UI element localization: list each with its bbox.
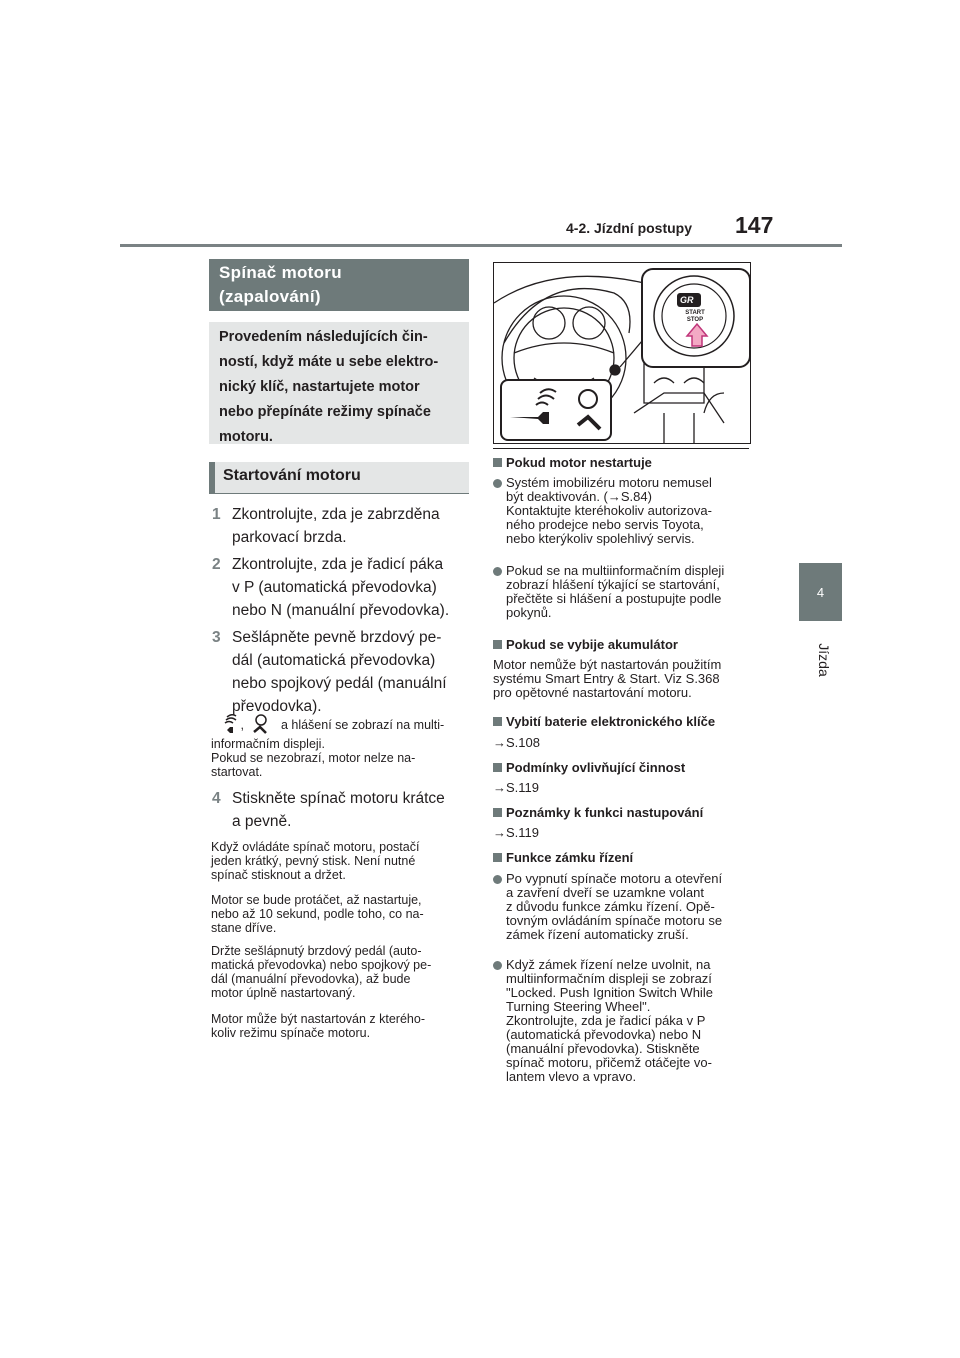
step-3 (212, 626, 470, 718)
paragraph (493, 658, 749, 700)
bullet-line: Turning Steering Wheel". (506, 999, 651, 1014)
heading-text: Pokud se vybije akumulátor (506, 637, 678, 652)
step-line: nebo spojkový pedál (manuální (232, 675, 447, 692)
step-line: v P (automatická převodovka) (232, 579, 437, 596)
start-label: START (685, 310, 705, 316)
bullet-item (493, 564, 749, 620)
header-rule (120, 244, 842, 247)
square-marker (493, 763, 502, 772)
step-number: 4 (212, 790, 221, 807)
paragraph-line: spínač stisknout a držet. (211, 868, 346, 882)
gr-logo: GR (680, 295, 694, 305)
intro-line: nebo přepínáte režimy spínače (219, 404, 431, 420)
bullet-line: Po vypnutí spínače motoru a otevření (506, 871, 723, 886)
step-1 (212, 503, 470, 549)
page-reference-link[interactable]: →S.108 (493, 735, 540, 750)
heading-text: Poznámky k funkci nastupování (506, 805, 704, 820)
paragraph-line: koliv režimu spínače motoru. (211, 1026, 371, 1040)
indicator-callout (500, 379, 612, 441)
paragraph-line: motor úplně nastartovaný. (211, 986, 356, 1000)
button-zoom-callout (641, 268, 751, 368)
intro-box (209, 322, 469, 444)
square-marker (493, 853, 502, 862)
heading-text: Funkce zámku řízení (506, 850, 634, 865)
indicator-note (211, 714, 471, 779)
heading-entry-notes (493, 805, 703, 820)
paragraph (211, 1012, 473, 1040)
square-marker (493, 808, 502, 817)
paragraph-line: Motor se bude protáčet, až nastartuje, (211, 893, 422, 907)
bullet-line: lantem vlevo a vpravo. (506, 1069, 637, 1084)
bullet-line: zobrazí hlášení týkající se startování, (506, 577, 720, 592)
bullet-line: Pokud se na multiinformačním displeji (506, 563, 725, 578)
start-stop-label[interactable] (681, 310, 709, 324)
step-line: Sešlápněte pevně brzdový pe- (232, 629, 442, 646)
paragraph-line: stane dříve. (211, 921, 277, 935)
paragraph-line[interactable]: systému Smart Entry & Start. Viz S.368 (493, 671, 720, 686)
chapter-number: 4 (816, 584, 825, 600)
paragraph (211, 840, 473, 882)
bullet-dot (493, 958, 506, 1084)
bullet-line: a zavření dveří se uzamkne volant (506, 885, 704, 900)
step-number: 3 (212, 629, 221, 646)
step-number: 2 (212, 556, 221, 573)
chapter-title: Jízda (816, 643, 832, 677)
key-indicator-icon (211, 714, 237, 737)
step-line: Zkontrolujte, zda je řadicí páka (232, 556, 444, 573)
paragraph-line: Když ovládáte spínač motoru, postačí (211, 840, 420, 854)
bullet-line: multiinformačním displeji se zobrazí (506, 971, 712, 986)
section-heading-line-2: (zapalování) (219, 287, 321, 306)
bullet-line: tovným ovládáním spínače motoru se (506, 913, 723, 928)
step-2 (212, 553, 470, 622)
step-line: parkovací brzda. (232, 529, 347, 546)
bullet-line[interactable]: být deaktivován. (→S.84) (506, 489, 652, 504)
page-reference-link[interactable]: →S.119 (493, 825, 540, 840)
heading-battery (493, 637, 678, 652)
section-heading-box (209, 259, 469, 311)
step-line: a pevně. (232, 813, 292, 830)
subsection-title: Startování motoru (209, 462, 469, 494)
section-heading-line-1: Spínač motoru (219, 263, 342, 282)
square-marker (493, 458, 502, 467)
paragraph-line: pro opětovné nastartování motoru. (493, 685, 692, 700)
bullet-line: z důvodu funkce zámku řízení. Opě- (506, 899, 715, 914)
bullet-item (493, 872, 749, 942)
section-title: 4-2. Jízdní postupy (566, 220, 693, 236)
heading-key-battery (493, 714, 715, 729)
bullet-line: ného prodejce nebo servis Toyota, (506, 517, 704, 532)
bullet-line: "Locked. Push Ignition Switch While (506, 985, 713, 1000)
page-number: 147 (735, 212, 774, 238)
intro-line: Provedením následujících čin- (219, 329, 428, 345)
step-line: Zkontrolujte, zda je zabrzděna (232, 506, 440, 523)
intro-line: ností, když máte u sebe elektro- (219, 354, 439, 370)
square-marker (493, 640, 502, 649)
dashboard-illustration (493, 262, 751, 444)
chapter-tab[interactable] (799, 563, 842, 621)
bullet-line: (manuální převodovka). Stiskněte (506, 1041, 700, 1056)
bullet-dot (493, 872, 506, 942)
step-line: převodovka). (232, 698, 322, 715)
bullet-dot (493, 564, 506, 620)
step-line: dál (automatická převodovka) (232, 652, 436, 669)
bullet-line: přečtěte si hlášení a postupujte podle (506, 591, 722, 606)
note-line: informačním displeji. (211, 737, 325, 751)
intro-line: nický klíč, nastartujete motor (219, 379, 420, 395)
paragraph-line: matická převodovka) nebo spojkový pe- (211, 958, 432, 972)
paragraph-line: Motor nemůže být nastartován použitím (493, 657, 722, 672)
note-line: Pokud se nezobrazí, motor nelze na- (211, 751, 416, 765)
heading-conditions (493, 760, 685, 775)
bullet-line: zámek řízení automaticky zruší. (506, 927, 689, 942)
paragraph-line: Motor může být nastartován z kterého- (211, 1012, 425, 1026)
step-line: Stiskněte spínač motoru krátce (232, 790, 445, 807)
paragraph-line: nebo až 10 sekund, podle toho, co na- (211, 907, 424, 921)
bullet-line: Když zámek řízení nelze uvolnit, na (506, 957, 711, 972)
bullet-line: Zkontrolujte, zda je řadicí páka v P (506, 1013, 706, 1028)
page-reference-link[interactable]: →S.119 (493, 780, 540, 795)
illustration-rule (493, 448, 749, 449)
stop-label: STOP (686, 317, 704, 323)
bullet-line: spínač motoru, přičemž otáčejte vo- (506, 1055, 712, 1070)
paragraph (211, 944, 473, 1000)
paragraph (211, 893, 473, 935)
bullet-line: Systém imobilizéru motoru nemusel (506, 475, 712, 490)
heading-steering-lock (493, 850, 633, 865)
bullet-line: nebo kterýkoliv spolehlivý servis. (506, 531, 695, 546)
bullet-item (493, 958, 749, 1084)
brake-indicator-icon (251, 714, 271, 737)
heading-text: Pokud motor nestartuje (506, 455, 652, 470)
step-number: 1 (212, 506, 221, 523)
paragraph-line: Držte sešlápnutý brzdový pedál (auto- (211, 944, 422, 958)
intro-line: motoru. (219, 429, 273, 445)
note-line: a hlášení se zobrazí na multi- (280, 717, 445, 732)
paragraph-line: jeden krátký, pevný stisk. Není nutné (211, 854, 416, 868)
bullet-line: Kontaktujte kteréhokoliv autorizova- (506, 503, 712, 518)
bullet-line: pokynů. (506, 605, 552, 620)
heading-engine-not-starting (493, 455, 652, 470)
step-line: nebo N (manuální převodovka). (232, 602, 450, 619)
comma: , (240, 717, 244, 732)
note-line: startovat. (211, 765, 263, 779)
paragraph-line: dál (manuální převodovka), až bude (211, 972, 411, 986)
bullet-line: (automatická převodovka) nebo N (506, 1027, 702, 1042)
heading-text: Podmínky ovlivňující činnost (506, 760, 686, 775)
square-marker (493, 717, 502, 726)
indicator-icons-drawing (502, 381, 610, 439)
bullet-dot (493, 476, 506, 546)
heading-text: Vybití baterie elektronického klíče (506, 714, 716, 729)
step-4 (212, 787, 470, 833)
bullet-item (493, 476, 749, 546)
